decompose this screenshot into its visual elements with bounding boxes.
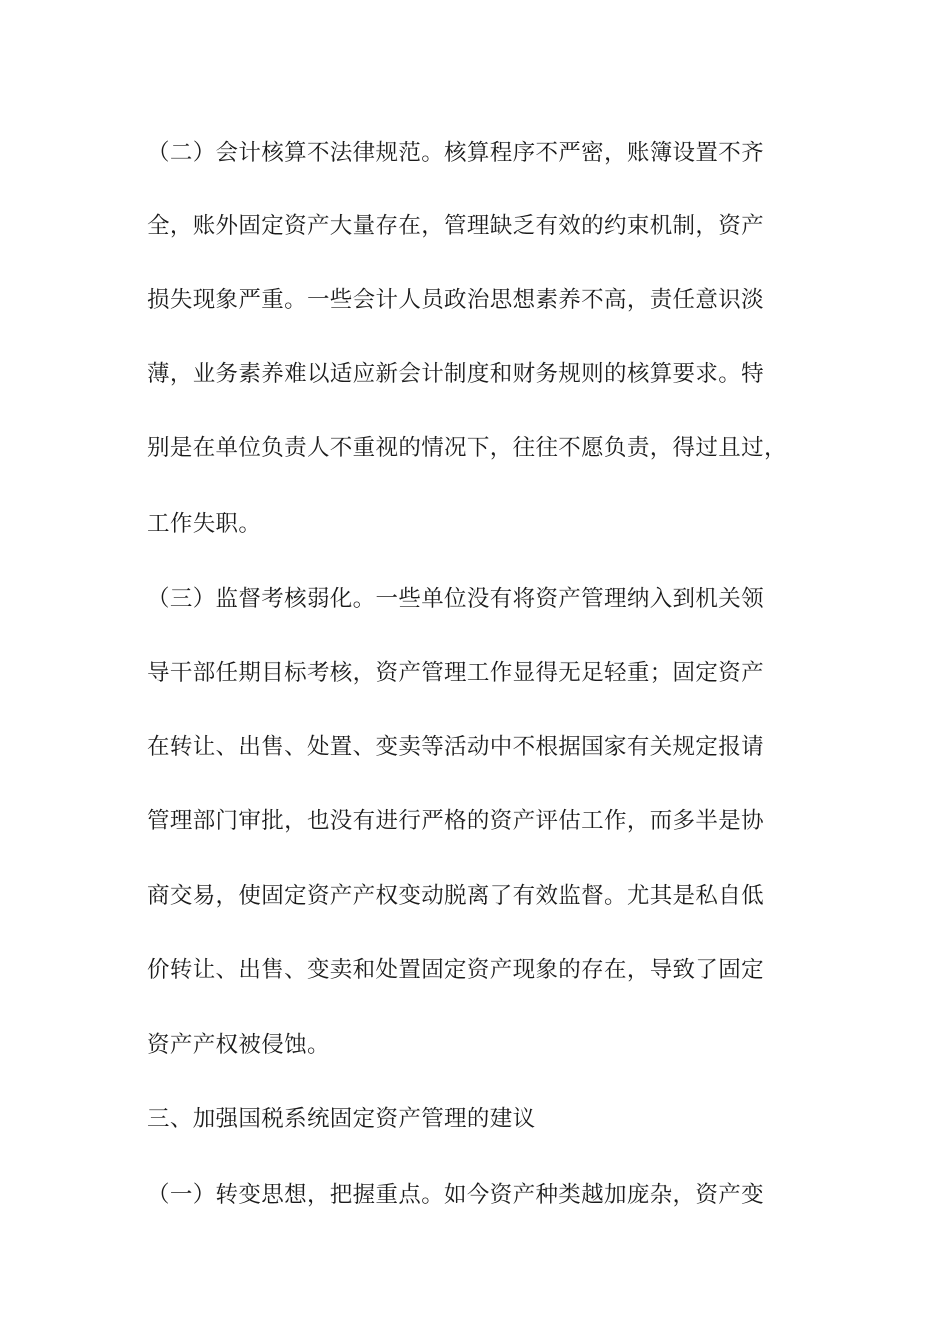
text-line: 价转让、出售、变卖和处置固定资产现象的存在，导致了固定 bbox=[147, 957, 764, 983]
text-line: 导干部任期目标考核，资产管理工作显得无足轻重；固定资产 bbox=[147, 660, 764, 686]
section-heading: 三、加强国税系统固定资产管理的建议 bbox=[147, 1106, 536, 1132]
text-line: 损失现象严重。一些会计人员政治思想素养不高，责任意识淡 bbox=[147, 287, 764, 313]
text-line: 管理部门审批，也没有进行严格的资产评估工作，而多半是协 bbox=[147, 808, 764, 834]
text-line: （二）会计核算不法律规范。核算程序不严密，账簿设置不齐 bbox=[147, 140, 764, 166]
text-line: 全，账外固定资产大量存在，管理缺乏有效的约束机制，资产 bbox=[147, 213, 764, 239]
text-line: 资产产权被侵蚀。 bbox=[147, 1032, 330, 1058]
text-line: （三）监督考核弱化。一些单位没有将资产管理纳入到机关领 bbox=[147, 586, 764, 612]
text-line: 在转让、出售、处置、变卖等活动中不根据国家有关规定报请 bbox=[147, 734, 764, 760]
text-line: 工作失职。 bbox=[147, 511, 262, 537]
text-line: （一）转变思想，把握重点。如今资产种类越加庞杂，资产变 bbox=[147, 1182, 764, 1208]
text-line: 商交易，使固定资产产权变动脱离了有效监督。尤其是私自低 bbox=[147, 883, 764, 909]
text-line: 别是在单位负责人不重视的情况下，往往不愿负责，得过且过， bbox=[147, 435, 787, 461]
text-line: 薄，业务素养难以适应新会计制度和财务规则的核算要求。特 bbox=[147, 361, 764, 387]
